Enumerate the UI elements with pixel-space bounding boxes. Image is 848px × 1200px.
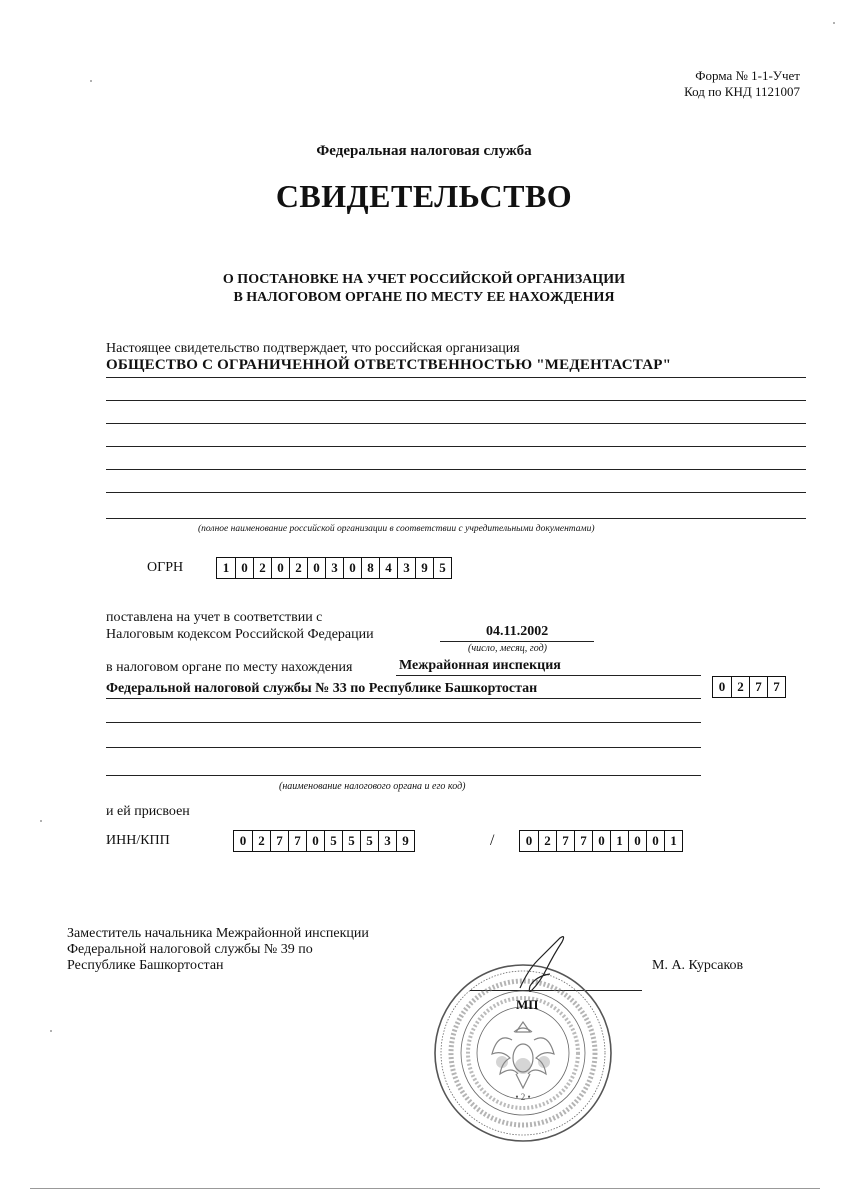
agency-name: Федеральная налоговая служба <box>316 143 532 159</box>
registration-line-1: поставлена на учет в соответствии с <box>106 610 323 625</box>
authority-line <box>106 747 701 748</box>
inn-cells <box>233 830 415 852</box>
authority-line <box>106 722 701 723</box>
registration-date: 04.11.2002 <box>486 624 549 639</box>
assigned-label: и ей присвоен <box>106 804 190 819</box>
authority-line <box>106 698 701 699</box>
digit-cell: 7 <box>749 677 767 697</box>
svg-text:• 2 •: • 2 • <box>515 1092 531 1102</box>
date-line <box>440 641 594 642</box>
form-header <box>684 68 800 100</box>
subtitle-line-2: В НАЛОГОВОМ ОРГАНЕ ПО МЕСТУ ЕЕ НАХОЖДЕНИЯ <box>233 290 615 305</box>
signer-name: М. А. Курсаков <box>652 958 744 973</box>
date-caption: (число, месяц, год) <box>468 643 547 654</box>
digit-cell: 2 <box>538 831 556 851</box>
signatory-title <box>67 926 369 974</box>
digit-cell: 1 <box>664 831 682 851</box>
digit-cell: 0 <box>306 831 324 851</box>
authority-code-cells <box>712 676 786 698</box>
stamp-placeholder-label: МП <box>516 997 539 1012</box>
authority-line <box>106 775 701 776</box>
digit-cell: 7 <box>556 831 574 851</box>
digit-cell: 7 <box>574 831 592 851</box>
digit-cell: 0 <box>592 831 610 851</box>
kpp-cells <box>519 830 683 852</box>
authority-name-part-1: Межрайонная инспекция <box>399 658 561 673</box>
digit-cell: 1 <box>222 560 230 575</box>
registration-line-3: в налоговом органе по месту нахождения <box>106 660 353 675</box>
digit-cell: 2 <box>731 677 749 697</box>
digit-cell: 0 <box>239 833 247 848</box>
subtitle-line-1: О ПОСТАНОВКЕ НА УЧЕТ РОССИЙСКОЙ ОРГАНИЗАЦИИ <box>222 272 626 287</box>
scan-speck <box>833 22 835 24</box>
digit-cell: 3 <box>325 558 343 578</box>
digit-cell: 8 <box>361 558 379 578</box>
digit-cell: 5 <box>342 831 360 851</box>
ogrn-label: ОГРН <box>147 560 184 575</box>
digit-cell: 7 <box>270 831 288 851</box>
digit-cell: 0 <box>718 679 726 694</box>
handwritten-signature-icon <box>510 930 580 1000</box>
org-name-line <box>106 469 806 470</box>
knd-code: Код по КНД 1121007 <box>684 84 800 99</box>
digit-cell: 5 <box>324 831 342 851</box>
ogrn-cells <box>216 557 452 579</box>
scan-speck <box>90 80 92 82</box>
org-name-line <box>106 400 806 401</box>
digit-cell: 7 <box>288 831 306 851</box>
scan-speck <box>50 1030 52 1032</box>
org-name-line <box>106 446 806 447</box>
intro-text: Настоящее свидетельство подтверждает, что российская организация <box>106 341 520 356</box>
digit-cell: 0 <box>271 558 289 578</box>
digit-cell: 5 <box>433 558 451 578</box>
org-name-line <box>106 423 806 424</box>
digit-cell: 0 <box>525 833 533 848</box>
signatory-title-line-1: Заместитель начальника Межрайонной инспекции <box>67 926 369 941</box>
authority-name-part-2: Федеральной налоговой службы № 33 по Республике Башкортостан <box>106 681 538 696</box>
organization-name: ОБЩЕСТВО С ОГРАНИЧЕННОЙ ОТВЕТСТВЕННОСТЬЮ "МЕДЕНТАСТАР" <box>106 357 672 373</box>
organization-caption: (полное наименование российской организации в соответствии с учредительными документами) <box>198 524 595 534</box>
digit-cell: 5 <box>360 831 378 851</box>
authority-caption: (наименование налогового органа и его код) <box>279 781 466 792</box>
digit-cell: 4 <box>379 558 397 578</box>
signatory-title-line-2: Федеральной налоговой службы № 39 по <box>67 942 313 957</box>
digit-cell: 9 <box>415 558 433 578</box>
digit-cell: 0 <box>343 558 361 578</box>
digit-cell: 1 <box>610 831 628 851</box>
digit-cell: 0 <box>235 558 253 578</box>
org-name-line <box>106 377 806 378</box>
form-number: Форма № 1-1-Учет <box>695 68 800 83</box>
digit-cell: 3 <box>397 558 415 578</box>
registration-line-2: Налоговым кодексом Российской Федерации <box>106 627 374 642</box>
digit-cell: 0 <box>307 558 325 578</box>
digit-cell: 7 <box>767 677 785 697</box>
document-subtitle <box>0 271 848 307</box>
digit-cell: 2 <box>252 831 270 851</box>
document-title: СВИДЕТЕЛЬСТВО <box>275 178 573 214</box>
page-bottom-edge <box>30 1188 820 1189</box>
digit-cell: 0 <box>628 831 646 851</box>
digit-cell: 2 <box>289 558 307 578</box>
digit-cell: 9 <box>396 831 414 851</box>
signatory-title-line-3: Республике Башкортостан <box>67 958 224 973</box>
scan-speck <box>40 820 42 822</box>
authority-line <box>396 675 701 676</box>
org-name-line <box>106 518 806 519</box>
inn-kpp-separator: / <box>490 832 495 849</box>
org-name-line <box>106 492 806 493</box>
digit-cell: 2 <box>253 558 271 578</box>
inn-kpp-label: ИНН/КПП <box>106 833 170 848</box>
digit-cell: 0 <box>646 831 664 851</box>
digit-cell: 3 <box>378 831 396 851</box>
